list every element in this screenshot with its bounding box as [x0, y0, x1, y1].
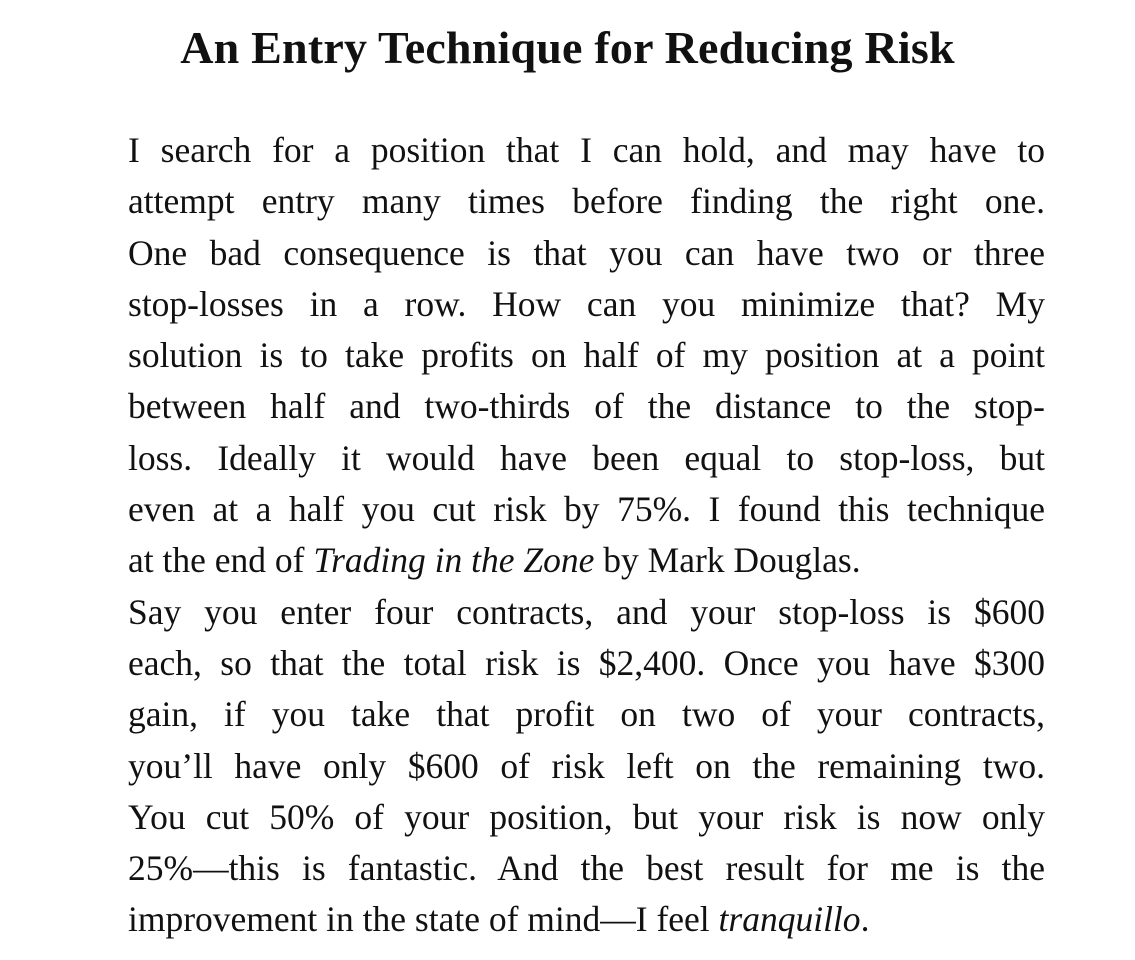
text-segment: each, so that the total risk is $2,400. Once you have $300	[128, 642, 1045, 683]
text-line	[128, 330, 1045, 381]
text-line	[128, 638, 1045, 689]
text-segment: stop-losses in a row. How can you minimize that? My	[128, 283, 1045, 324]
text-line	[128, 484, 1045, 535]
paragraph	[128, 125, 1045, 587]
text-line	[128, 433, 1045, 484]
paragraph	[128, 587, 1045, 946]
text-segment: solution is to take profits on half of my position at a point	[128, 335, 1045, 376]
text-line	[128, 279, 1045, 330]
text-line	[128, 228, 1045, 279]
text-segment: 25%—this is fantastic. And the best result for me is the	[128, 848, 1045, 889]
text-segment: attempt entry many times before finding the right one.	[128, 181, 1045, 222]
text-segment: gain, if you take that profit on two of your contracts,	[128, 694, 1045, 735]
text-segment: between half and two-thirds of the distance to the stop-	[128, 386, 1045, 427]
emphasized-word: tranquillo	[718, 899, 861, 940]
text-line	[128, 587, 1045, 638]
text-segment: .	[860, 899, 870, 940]
text-segment: at the end of	[128, 540, 314, 581]
text-line	[128, 125, 1045, 176]
text-segment: you’ll have only $600 of risk left on the remaining two.	[128, 745, 1045, 786]
body-text	[128, 125, 1045, 946]
text-line	[128, 894, 1045, 945]
text-line	[128, 176, 1045, 227]
text-segment: One bad consequence is that you can have two or three	[128, 232, 1045, 273]
text-segment: You cut 50% of your position, but your risk is now only	[128, 796, 1045, 837]
text-segment: loss. Ideally it would have been equal to stop-loss, but	[128, 437, 1045, 478]
text-segment: by Mark Douglas.	[594, 540, 861, 581]
text-line	[128, 535, 1045, 586]
text-segment: Say you enter four contracts, and your stop-loss is $600	[128, 591, 1045, 632]
text-line	[128, 689, 1045, 740]
text-line	[128, 741, 1045, 792]
text-segment: even at a half you cut risk by 75%. I found this technique	[128, 489, 1045, 530]
text-segment: I search for a position that I can hold, and may have to	[128, 130, 1045, 170]
page-title: An Entry Technique for Reducing Risk	[180, 22, 955, 73]
text-line	[128, 843, 1045, 894]
text-segment: improvement in the state of mind—I feel	[128, 899, 719, 940]
text-line	[128, 381, 1045, 432]
book-title: Trading in the Zone	[313, 540, 595, 581]
text-line	[128, 792, 1045, 843]
